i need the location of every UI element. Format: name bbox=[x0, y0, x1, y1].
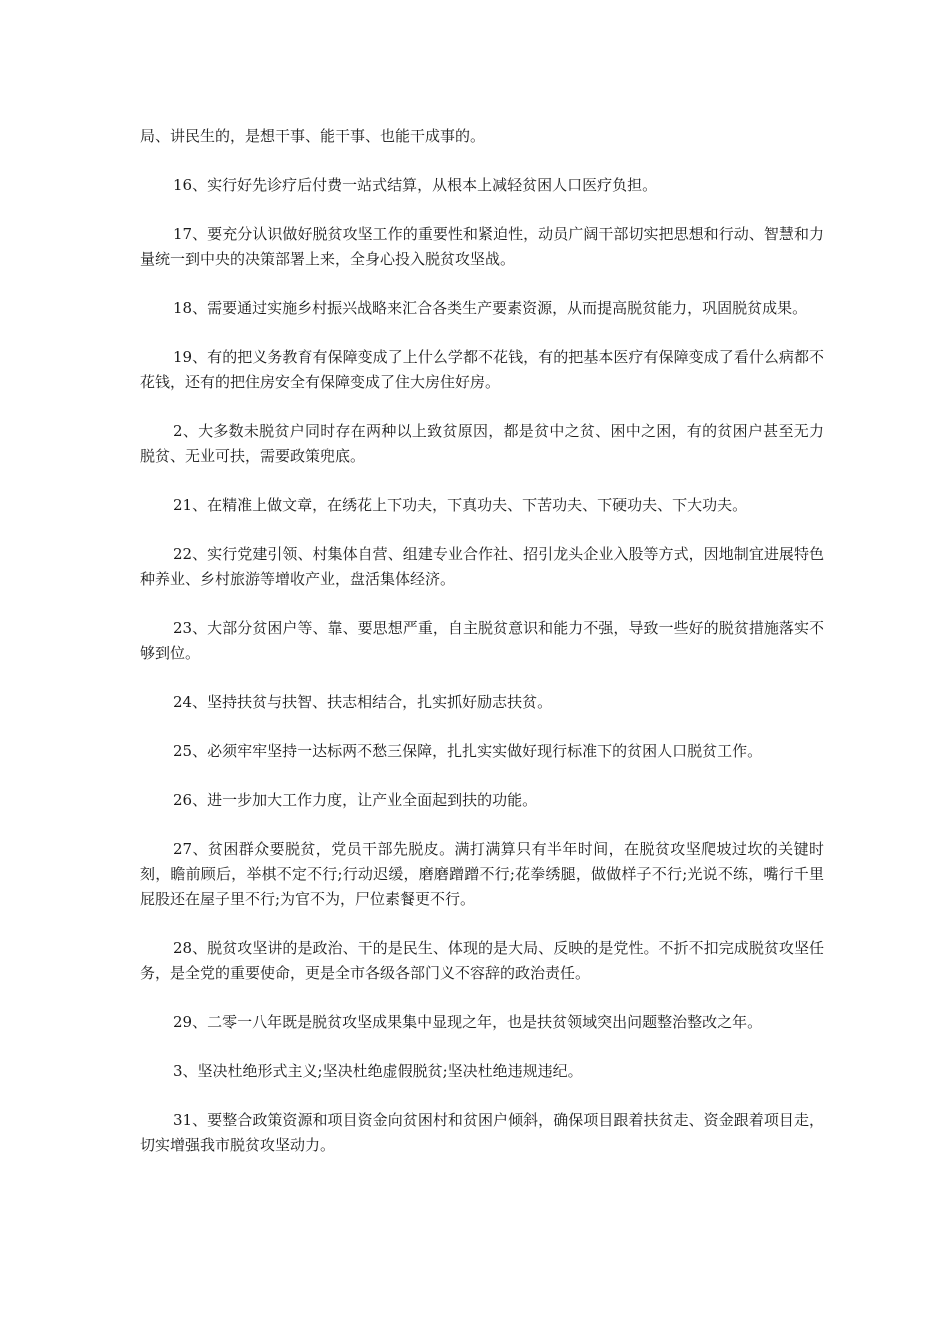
paragraph: 29、二零一八年既是脱贫攻坚成果集中显现之年，也是扶贫领域突出问题整治整改之年。 bbox=[173, 1013, 763, 1031]
paragraph: 局、讲民生的，是想干事、能干事、也能干成事的。 bbox=[140, 127, 486, 145]
paragraph: 31、要整合政策资源和项目资金向贫困村和贫困户倾斜，确保项目跟着扶贫走、资金跟着项目走，切实增强我市脱贫攻坚动力。 bbox=[140, 1111, 824, 1154]
paragraph: 24、坚持扶贫与扶智、扶志相结合，扎实抓好励志扶贫。 bbox=[173, 693, 553, 711]
paragraph: 26、进一步加大工作力度，让产业全面起到扶的功能。 bbox=[173, 791, 538, 809]
paragraph: 19、有的把义务教育有保障变成了上什么学都不花钱，有的把基本医疗有保障变成了看什么病都不花钱，还有的把住房安全有保障变成了住大房住好房。 bbox=[140, 348, 824, 391]
paragraph: 25、必须牢牢坚持一达标两不愁三保障，扎扎实实做好现行标准下的贫困人口脱贫工作。 bbox=[173, 742, 763, 760]
paragraph: 22、实行党建引领、村集体自营、组建专业合作社、招引龙头企业入股等方式，因地制宜进展特色种养业、乡村旅游等增收产业，盘活集体经济。 bbox=[140, 545, 824, 588]
paragraph: 28、脱贫攻坚讲的是政治、干的是民生、体现的是大局、反映的是党性。不折不扣完成脱贫攻坚任务，是全党的重要使命，更是全市各级各部门义不容辞的政治责任。 bbox=[140, 939, 824, 982]
paragraph: 2、大多数未脱贫户同时存在两种以上致贫原因，都是贫中之贫、困中之困，有的贫困户甚至无力脱贫、无业可扶，需要政策兜底。 bbox=[140, 422, 824, 465]
paragraph: 17、要充分认识做好脱贫攻坚工作的重要性和紧迫性，动员广阔干部切实把思想和行动、智慧和力量统一到中央的决策部署上来，全身心投入脱贫攻坚战。 bbox=[140, 225, 824, 268]
document-body bbox=[140, 124, 824, 1182]
paragraph: 23、大部分贫困户等、靠、要思想严重，自主脱贫意识和能力不强，导致一些好的脱贫措施落实不够到位。 bbox=[140, 619, 824, 662]
paragraph: 27、贫困群众要脱贫，党员干部先脱皮。满打满算只有半年时间，在脱贫攻坚爬坡过坎的关键时刻，瞻前顾后，举棋不定不行;行动迟缓，磨磨蹭蹭不行;花拳绣腿，做做样子不行;光说不练，嘴行千里屁股还在屋子里不行;为官不为，尸位素餐更不行。 bbox=[140, 840, 824, 908]
paragraph: 18、需要通过实施乡村振兴战略来汇合各类生产要素资源，从而提高脱贫能力，巩固脱贫成果。 bbox=[173, 299, 808, 317]
paragraph: 21、在精准上做文章，在绣花上下功夫，下真功夫、下苦功夫、下硬功夫、下大功夫。 bbox=[173, 496, 748, 514]
paragraph: 16、实行好先诊疗后付费一站式结算，从根本上减轻贫困人口医疗负担。 bbox=[173, 176, 658, 194]
paragraph: 3、坚决杜绝形式主义;坚决杜绝虚假脱贫;坚决杜绝违规违纪。 bbox=[173, 1062, 583, 1080]
